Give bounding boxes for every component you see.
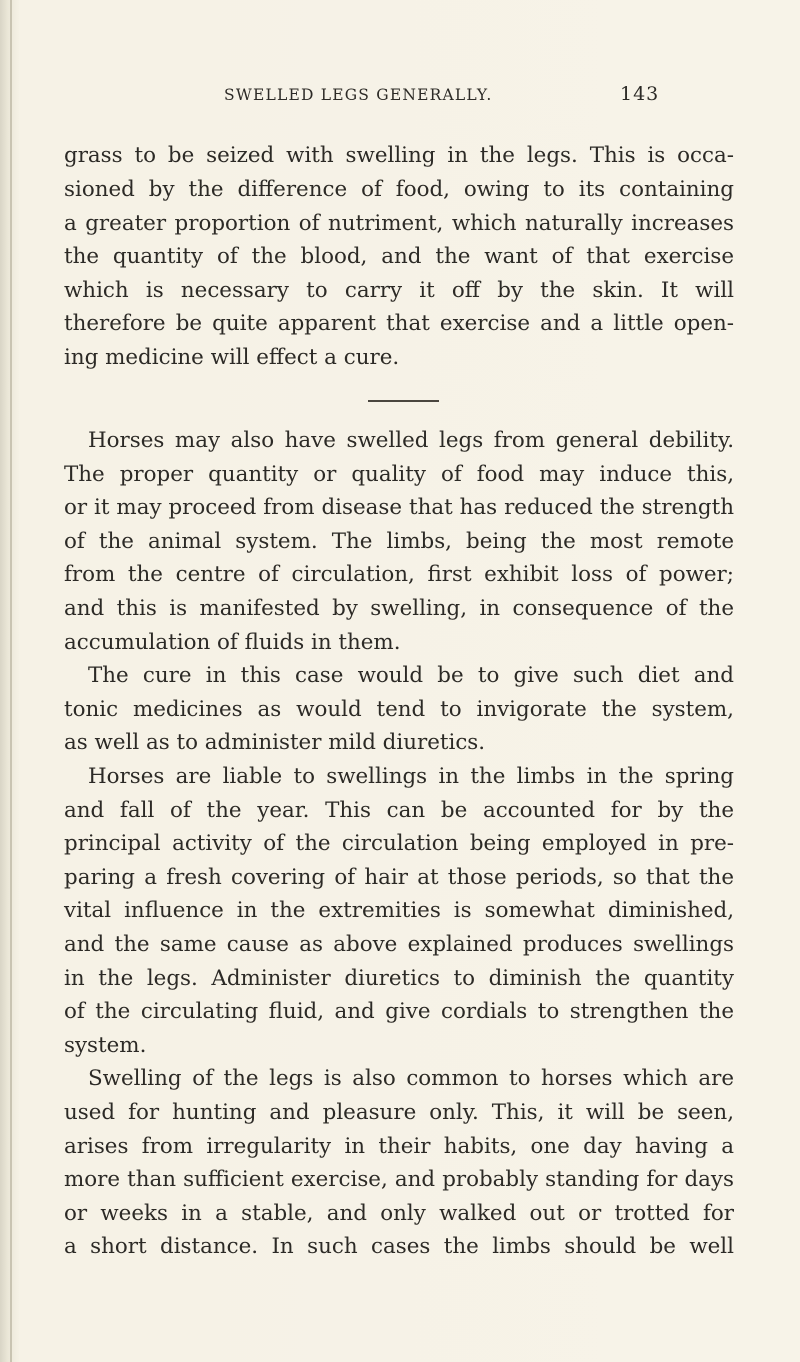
text-line: ing medicine will effect a cure. <box>64 345 400 370</box>
text-line: from the centre of circulation, first exhibit loss of power; <box>64 562 734 587</box>
text-line: in the legs. Administer diuretics to diminish the quantity <box>64 966 734 991</box>
text-line: paring a fresh covering of hair at those periods, so that the <box>64 865 734 890</box>
text-line: sioned by the difference of food, owing to its containing <box>64 177 734 202</box>
text-line: of the circulating fluid, and give cordials to strengthen the <box>64 999 734 1024</box>
text-line: vital influence in the extremities is somewhat diminished, <box>64 898 734 923</box>
text-line: used for hunting and pleasure only. This, it will be seen, <box>64 1100 734 1125</box>
text-line: The proper quantity or quality of food may induce this, <box>64 462 734 487</box>
section-divider <box>368 400 439 402</box>
text-line: or weeks in a stable, and only walked out or trotted for <box>64 1201 734 1226</box>
text-line: and fall of the year. This can be accounted for by the <box>64 798 734 823</box>
text-line: and this is manifested by swelling, in consequence of the <box>64 596 734 621</box>
text-line: principal activity of the circulation being employed in pre- <box>64 831 734 856</box>
text-line: tonic medicines as would tend to invigorate the system, <box>64 697 734 722</box>
text-line: grass to be seized with swelling in the legs. This is occa- <box>64 143 734 168</box>
page-number: 143 <box>620 83 660 105</box>
text-line: of the animal system. The limbs, being the most remote <box>64 529 734 554</box>
text-line: as well as to administer mild diuretics. <box>64 730 486 755</box>
page-gutter <box>10 0 12 1362</box>
running-head: SWELLED LEGS GENERALLY. <box>224 86 493 104</box>
text-line: accumulation of fluids in them. <box>64 630 401 655</box>
text-line: Horses may also have swelled legs from general debility. <box>88 428 734 453</box>
text-line: therefore be quite apparent that exercise and a little open- <box>64 311 734 336</box>
text-line: a greater proportion of nutriment, which naturally increases <box>64 211 734 236</box>
text-line: The cure in this case would be to give such diet and <box>88 663 734 688</box>
text-line: a short distance. In such cases the limbs should be well <box>64 1234 734 1259</box>
text-line: or it may proceed from disease that has reduced the strength <box>64 495 734 520</box>
text-line: Swelling of the legs is also common to horses which are <box>88 1066 734 1091</box>
text-line: the quantity of the blood, and the want of that exercise <box>64 244 734 269</box>
text-line: and the same cause as above explained produces swellings <box>64 932 734 957</box>
text-line: arises from irregularity in their habits, one day having a <box>64 1134 734 1159</box>
text-line: more than sufficient exercise, and probably standing for days <box>64 1167 734 1192</box>
text-line: Horses are liable to swellings in the limbs in the spring <box>88 764 734 789</box>
text-line: which is necessary to carry it off by the skin. It will <box>64 278 734 303</box>
text-line: system. <box>64 1033 147 1058</box>
